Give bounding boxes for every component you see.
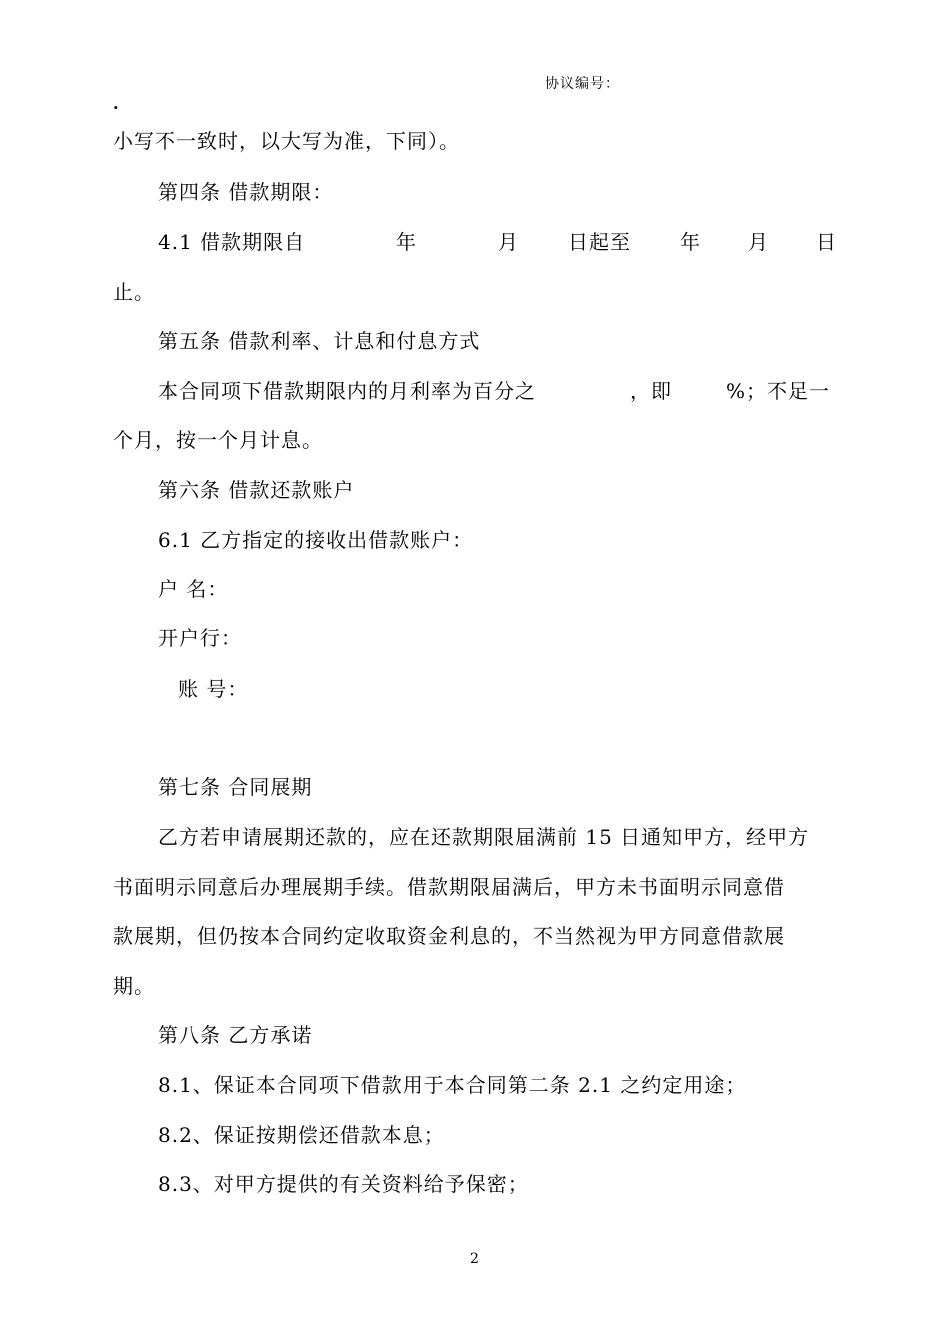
article-8-2: 8.2、保证按期偿还借款本息；: [158, 1123, 445, 1147]
article-4-1-line: [0, 229, 950, 255]
continued-text: 小写不一致时，以大写为准，下同）。: [113, 129, 460, 153]
month-label-1: 月: [498, 230, 519, 254]
article-6-title: 第六条 借款还款账户: [158, 478, 355, 502]
rate-ji: ，即: [630, 379, 672, 403]
bank-label: 开户行：: [158, 626, 242, 650]
article-8-3: 8.3、对甲方提供的有关资料给予保密；: [158, 1172, 529, 1196]
rate-percent-suffix: %；不足一: [726, 379, 831, 403]
article-4-1-prefix: 4.1 借款期限自: [158, 230, 306, 254]
year-label-1: 年: [396, 230, 417, 254]
article-7-para-2: 书面明示同意后办理展期手续。借款期限届满后，甲方未书面明示同意借: [113, 875, 785, 899]
article-7-para-3: 款展期，但仍按本合同约定收取资金利息的，不当然视为甲方同意借款展: [113, 924, 785, 948]
agreement-number-label: 协议编号：: [545, 76, 620, 92]
article-5-text-2: 个月，按一个月计息。: [113, 428, 323, 452]
article-8-1: 8.1、保证本合同项下借款用于本合同第二条 2.1 之约定用途；: [158, 1073, 747, 1097]
article-5-rate-line: [0, 378, 950, 404]
article-7-para-4: 期。: [113, 974, 155, 998]
account-number-label: 账 号：: [178, 677, 249, 701]
day-label-2: 日: [816, 230, 837, 254]
article-7-para-1: 乙方若申请展期还款的，应在还款期限届满前 15 日通知甲方，经甲方: [158, 825, 810, 849]
article-7-title: 第七条 合同展期: [158, 775, 313, 799]
article-6-1: 6.1 乙方指定的接收出借款账户：: [158, 528, 474, 552]
article-4-title: 第四条 借款期限：: [158, 180, 334, 204]
article-8-title: 第八条 乙方承诺: [158, 1023, 313, 1047]
article-5-title: 第五条 借款利率、计息和付息方式: [158, 329, 481, 353]
page-number: 2: [470, 1251, 479, 1267]
account-name-label: 户 名：: [158, 577, 229, 601]
month-label-2: 月: [748, 230, 769, 254]
rate-text-prefix: 本合同项下借款期限内的月利率为百分之: [158, 379, 536, 403]
day-from-label: 日起至: [568, 230, 631, 254]
article-4-1-end: 止。: [113, 280, 155, 304]
header-dot: .: [113, 94, 119, 113]
year-label-2: 年: [680, 230, 701, 254]
